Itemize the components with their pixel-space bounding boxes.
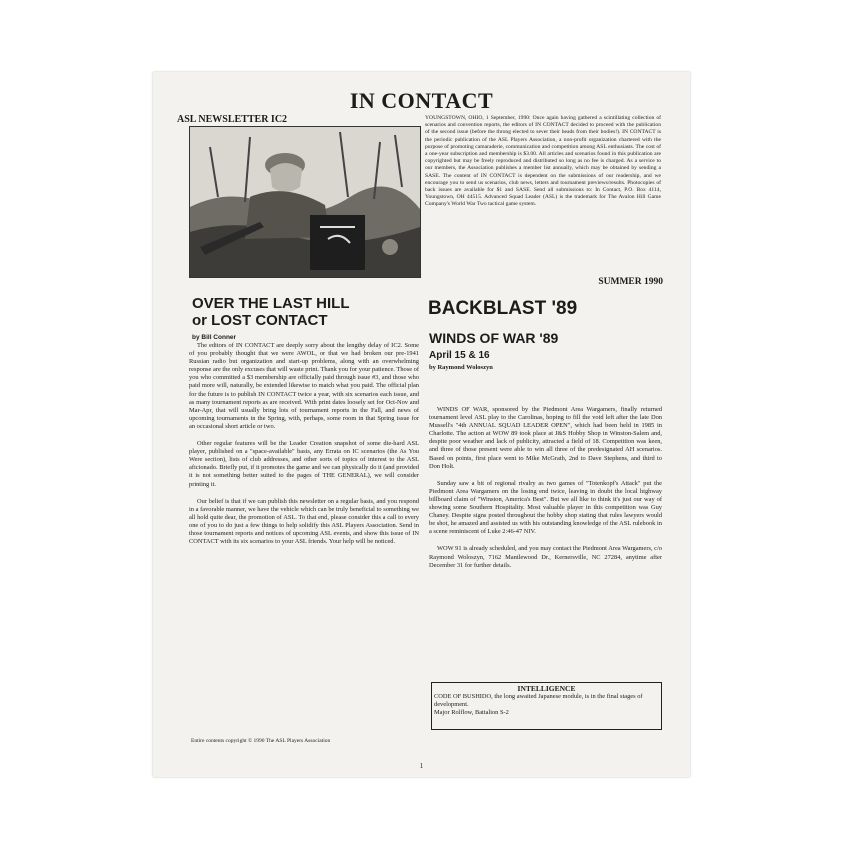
right-article-title: BACKBLAST '89 xyxy=(428,298,578,319)
page-number: 1 xyxy=(419,762,424,770)
right-paragraph: WINDS OF WAR, sponsored by the Piedmont Area Wargamers, finally returned tournament level ASL play to the Carolinas, hoping to fill the void left after the late Don Mussell's "4th ANNUAL SQUAD LEADER OPEN", which had been held in 1985 in Charlotte. The action at WOW 89 took place at J&S Hobby Shop in Winston-Salem and, despite poor weather and lack of publicity, attracted a field of 18. Competition was keen, and three of those present were able to win all three of the predesignated AH scenarios. Based on points, first place went to Mike McGrath, 2nd to Dave Stephens, and third to Don Holt. xyxy=(429,406,662,470)
left-paragraph: Our belief is that if we can publish this newsletter on a regular basis, and you respond in a favorable manner, we have the vehicle which can be truly beneficial to something we all hold quite dear, the promotion of ASL. To that end, please consider this a call to every one of you to do just a few things to help solidify this ASL Players Association. Send in those tournament reports and notices of upcoming ASL events, and show this issue of IN CONTACT with its six scenarios to your ASL friends. Your help will be noticed. xyxy=(189,497,419,546)
intelligence-title: INTELLIGENCE xyxy=(517,684,576,693)
right-paragraph: Sunday saw a bit of regional rivalry as two games of "Totenkopf's Attack" put the Piedmont Area Wargamers on the losing end twice, leaving in doubt the local highway billboard claim of "Winston, America's Best". But we all like to think it's just our way of showing some Southern Hospitality. Most valuable player in this competition was Guy Chaney. Despite signs posted throughout the hobby shop stating that rules lawyers would be shot, he amazed and assisted us with his outstanding knowledge of the ASL rulebook in a scene reminiscent of Luke 2:46-47 NIV. xyxy=(429,479,662,536)
issue-label: ASL NEWSLETTER IC2 xyxy=(177,114,288,125)
intelligence-body: CODE OF BUSHIDO, the long awaited Japanese module, is in the final stages of development. xyxy=(434,693,643,708)
left-paragraph: Other regular features will be the Leader Creation snapshot of some die-hard ASL player, published on a "space-available" basis, any Errata on IC scenarios (the As You Were section), lists of club addresses, and other sorts of topics of interest to the ASL aficionado. Briefly put, if it promotes the game and we can physically do it (and provided it is not something better suited to the pages of THE GENERAL), we will consider printing it. xyxy=(189,440,419,488)
newsletter-page xyxy=(153,72,690,777)
soldier-photo xyxy=(189,126,421,278)
right-paragraph: WOW 91 is already scheduled, and you may contact the Piedmont Area Wargamers, c/o Raymond Woloszyn, 7162 Mantlewood Dr., Kernersville, NC 27284, anytime after December 31 for further details. xyxy=(429,545,662,569)
left-article-heading xyxy=(192,295,412,346)
intelligence-box xyxy=(431,682,662,730)
right-article-byline: by Raymond Woloszyn xyxy=(429,364,493,371)
left-article-subtitle: or LOST CONTACT xyxy=(192,312,328,329)
intro-text: YOUNGSTOWN, OHIO, 1 September, 1990: Once again having gathered a scintillating collection of scenarios and convention reports, the editors of IN CONTACT decided to proceed with the publication of the second issue (before the throng elected to sever their heads from their bodies!). IN CONTACT is the periodic publication of the ASL Players Association, a non-profit organization chartered with the purpose of promoting camaraderie, communication and competition among ASL enthusiasts. The cost of a one-year subscription and membership is $3.00. All articles and scenarios found in this publication are copyrighted but may be freely reproduced and distributed so long as no fee is charged. As a service to our members, the Association publishes a member list annually, which may be obtained by sending a SASE. The content of IN CONTACT is dependent on the submissions of our readership, and we encourage you to send us scenarios, club news, letters and tournament previews/results. Photocopies of back issues are available for $1 and SASE. Send all submissions to: In Contact, P.O. Box 4114, Youngstown, OH 44515. Advanced Squad Leader (ASL) is the trademark for The Avalon Hill Game Company's World War Two tactical game system. xyxy=(425,115,661,208)
left-article-byline: by Bill Conner xyxy=(192,334,237,341)
right-article-body xyxy=(429,406,662,579)
left-article-body xyxy=(189,342,419,555)
left-paragraph: The editors of IN CONTACT are deeply sorry about the lengthy delay of IC2. Some of you probably thought that we were AWOL, or that we had broken our pre-1941 Russian radio but organization and start-up problems, along with an overwhelming response are the only excuses that will waste print. Thank you for your patience. Those of you who committed a $3 membership are officially paid through issue #3, and those who paid more will, naturally, be extended likewise to match what you paid. The official plan for the future is to publish IN CONTACT twice a year, with six scenarios each issue, and as many tournament reports as are received. With print dates loosely set for Oct-Nov and Mar-Apr, that will usually bring lots of tournament reports in the Fall, and news of upcoming tournaments in the Spring, with, perhaps, some room in that Spring issue for an occasional short article or two. xyxy=(189,342,419,430)
right-article-dates: April 15 & 16 xyxy=(429,350,490,361)
soldier-photo-illustration xyxy=(190,127,420,277)
issue-date: SUMMER 1990 xyxy=(598,277,663,287)
left-article-title: OVER THE LAST HILL xyxy=(192,295,350,312)
right-article-subtitle: WINDS OF WAR '89 xyxy=(429,330,559,346)
copyright-notice: Entire contents copyright © 1990 The ASL Players Association xyxy=(191,738,331,744)
intelligence-signature: Major Rolflow, Battalion S-2 xyxy=(434,709,509,716)
masthead: IN CONTACT xyxy=(349,88,494,113)
